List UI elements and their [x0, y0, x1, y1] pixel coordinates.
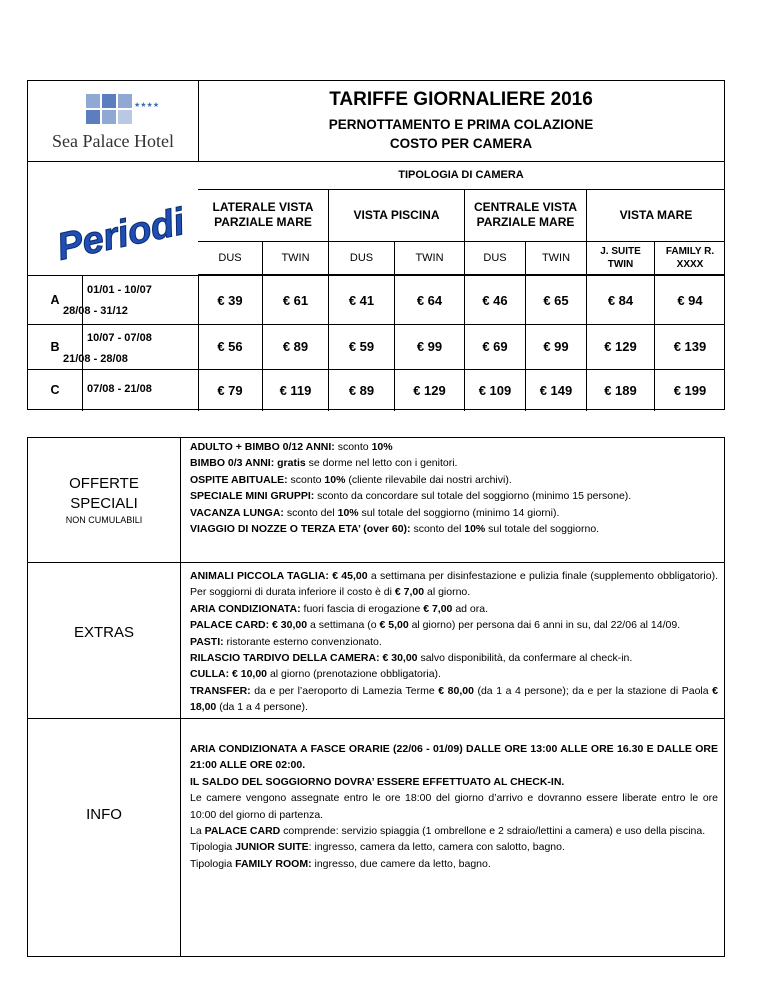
price-cell: € 189: [587, 369, 655, 411]
price-cell: € 89: [329, 369, 395, 411]
price-cell: € 89: [263, 324, 329, 369]
offerte-label-1: OFFERTE: [69, 475, 139, 492]
info-label: INFO: [86, 806, 122, 823]
price-cell: € 129: [587, 324, 655, 369]
title-area: [198, 81, 724, 162]
period-label: C: [28, 369, 83, 411]
price-cell: € 41: [329, 276, 395, 324]
period-label: B: [28, 324, 83, 369]
period-date-2: 21/08 - 28/08: [63, 353, 128, 365]
price-cell: € 149: [526, 369, 587, 411]
price-cell: € 99: [395, 324, 465, 369]
price-cell: € 119: [263, 369, 329, 411]
extras-label: EXTRAS: [73, 624, 134, 641]
sub-header: DUS: [198, 242, 263, 275]
sub-header: TWIN: [263, 242, 329, 275]
offerte-label-3: NON CUMULABILI: [65, 515, 143, 525]
offerte-text: [190, 439, 718, 537]
price-cell: € 61: [263, 276, 329, 324]
price-cell: € 65: [526, 276, 587, 324]
sub-header: TWIN: [395, 242, 465, 275]
sub-header: TWIN: [526, 242, 587, 275]
price-cell: € 79: [198, 369, 263, 411]
group-header: CENTRALE VISTA PARZIALE MARE: [465, 189, 587, 242]
info-box: [27, 437, 725, 957]
subtitle-2: COSTO PER CAMERA: [389, 136, 533, 151]
extras-section: [28, 562, 724, 719]
sub-header: FAMILY R. XXXX: [655, 242, 725, 275]
extras-label-cell: [28, 562, 181, 718]
price-cell: € 139: [673, 339, 707, 354]
price-row: [28, 324, 724, 370]
price-rows: [28, 275, 724, 409]
price-cell: € 94: [677, 292, 703, 308]
logo-squares-icon: [86, 94, 146, 124]
offer-line: VACANZA LUNGA: sconto del 10% sul totale del soggiorno (minimo 14 giorni).: [190, 506, 560, 519]
periodi-wordart: [53, 191, 189, 269]
period-label: A: [28, 276, 83, 324]
sub-header: J. SUITE TWIN: [587, 242, 655, 275]
room-type-header: TIPOLOGIA DI CAMERA: [198, 161, 724, 190]
hotel-name: Sea Palace Hotel: [52, 131, 174, 151]
price-cell: € 69: [465, 324, 526, 369]
price-cell: € 99: [526, 324, 587, 369]
price-cell: € 84: [587, 276, 655, 324]
price-cell: € 56: [198, 324, 263, 369]
price-row: [28, 369, 724, 411]
info-label-cell: [28, 718, 181, 956]
price-cell: € 46: [465, 276, 526, 324]
period-dates: [83, 369, 199, 411]
sub-header: DUS: [329, 242, 395, 275]
period-date-1: 01/01 - 10/07: [87, 284, 152, 296]
hotel-logo: [28, 81, 199, 162]
price-cell: € 129: [395, 369, 465, 411]
price-cell: € 199: [673, 382, 707, 398]
subtitle-1: PERNOTTAMENTO E PRIMA COLAZIONE: [328, 117, 594, 132]
price-cell: € 109: [465, 369, 526, 411]
group-header: LATERALE VISTA PARZIALE MARE: [198, 189, 329, 242]
offerte-label-2: SPECIALI: [70, 495, 138, 512]
price-row: [28, 276, 724, 325]
sub-header: DUS: [465, 242, 526, 275]
page-title: TARIFFE GIORNALIERE 2016: [329, 89, 593, 110]
price-cell: € 39: [198, 276, 263, 324]
periodi-text: Periodi: [53, 200, 189, 269]
info-section: [28, 718, 724, 956]
offer-line: VIAGGIO DI NOZZE O TERZA ETA’ (over 60): sconto del 10% sul totale del soggiorno.: [190, 523, 600, 536]
offer-line: SPECIALE MINI GRUPPI: sconto da concordare sul totale del soggiorno (minimo 15 persone).: [190, 490, 632, 503]
rates-table: [27, 80, 725, 410]
group-header: VISTA PISCINA: [329, 189, 465, 242]
period-date-1: 07/08 - 21/08: [87, 383, 152, 395]
group-header: VISTA MARE: [587, 189, 725, 242]
offer-line: ADULTO + BIMBO 0/12 ANNI: sconto 10%: [190, 441, 393, 453]
period-dates: [63, 324, 199, 369]
period-dates: [63, 276, 199, 324]
period-date-1: 10/07 - 07/08: [87, 332, 152, 344]
offer-line: BIMBO 0/3 ANNI: gratis se dorme nel letto con i genitori.: [190, 457, 458, 470]
logo-stars-icon: ★★★★: [134, 102, 160, 109]
period-date-2: 28/08 - 31/12: [63, 305, 128, 317]
offerte-label: [28, 438, 181, 562]
info-text: ARIA CONDIZIONATA A FASCE ORARIE (22/06 - 01/09) DALLE ORE 13:00 ALLE ORE 16.30 E DALLE ORE 21:00 ALLE ORE 02:00. IL SALDO DEL SOGGIORNO DOVRA’ ESSERE EFFETTUATO AL CHECK-IN. Le camere vengono assegnate entro le ore 18:00 del giorno d’arrivo e dovranno essere liberate entro le ore 10:00 del giorno di partenza. La PALACE CARD comprende: servizio spiaggia (1 ombrellone e 2 sdraio/lettini a camera) e uso della piscina. Tipologia JUNIOR SUITE: ingresso, camera da letto, camera con salotto, bagno. Tipologia FAMILY ROOM: ingresso, due camere da letto, bagno.: [190, 743, 718, 870]
extras-text: ANIMALI PICCOLA TAGLIA: € 45,00 a settimana per disinfestazione e pulizia finale (supplemento obbligatorio). Per soggiorni di durata inferiore il costo è di € 7,00 al giorno. ARIA CONDIZIONATA: fuori fascia di erogazione € 7,00 ad ora. PALACE CARD: € 30,00 a settimana (o € 5,00 al giorno) per persona dai 6 anni in su, dal 22/06 al 14/09. PASTI: ristorante esterno convenzionato. RILASCIO TARDIVO DELLA CAMERA: € 30,00 salvo disponibilità, da confermare al check-in. CULLA: € 10,00 al giorno (prenotazione obbligatoria). TRANSFER: da e per l’aeroporto di Lamezia Terme € 80,00 (da 1 a 4 persone); da e per la stazione di Paola € 18,00 (da 1 a 4 persone).: [190, 570, 718, 714]
offerte-section: [28, 438, 724, 563]
price-cell: € 64: [395, 276, 465, 324]
price-cell: € 59: [329, 324, 395, 369]
offer-line: OSPITE ABITUALE: sconto 10% (cliente rilevabile dai nostri archivi).: [190, 473, 512, 486]
